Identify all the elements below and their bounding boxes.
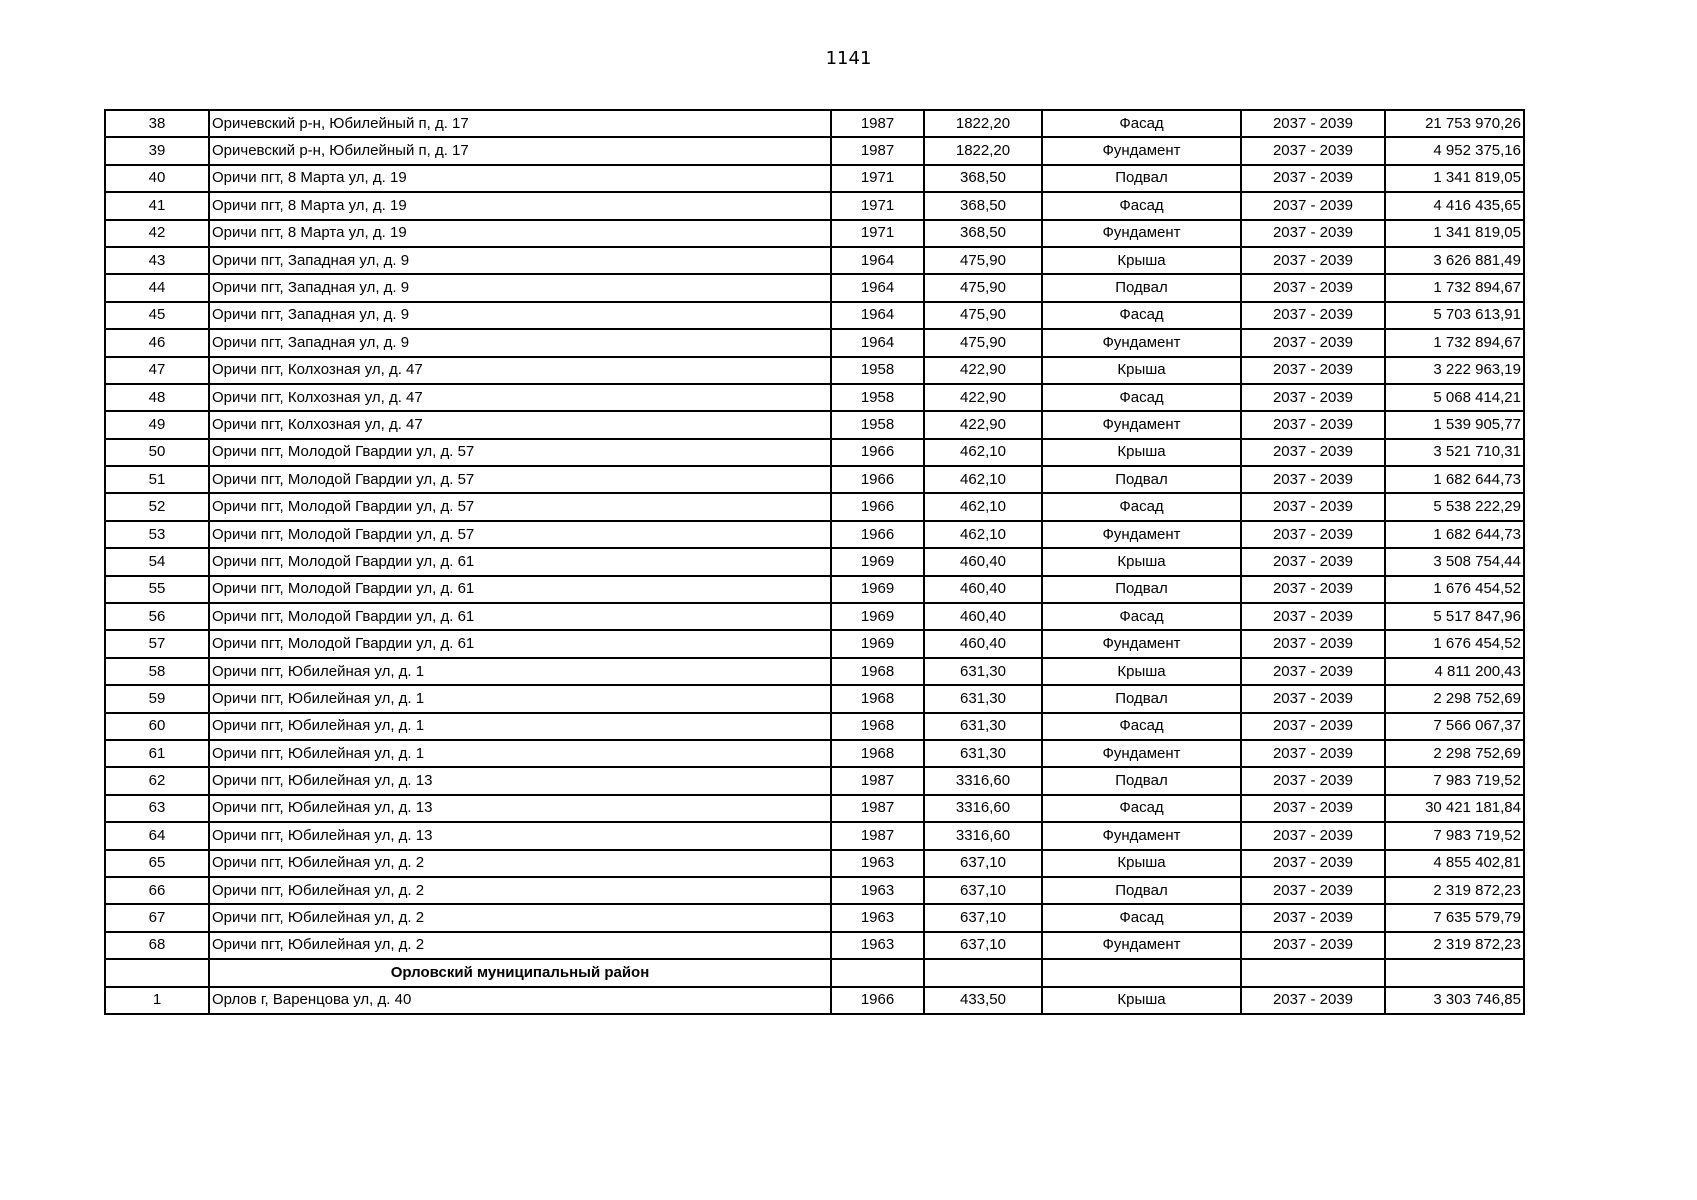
table-row	[105, 439, 1524, 466]
cost-cell: 1 539 905,77	[1385, 411, 1524, 438]
period-cell: 2037 - 2039	[1241, 439, 1385, 466]
cost-cell: 4 811 200,43	[1385, 658, 1524, 685]
table-row	[105, 411, 1524, 438]
cost-cell: 3 626 881,49	[1385, 247, 1524, 274]
cost-cell: 3 521 710,31	[1385, 439, 1524, 466]
address-cell: Оричи пгт, Колхозная ул, д. 47	[209, 411, 831, 438]
year-built-cell: 1964	[831, 274, 924, 301]
address-cell: Оричевский р-н, Юбилейный п, д. 17	[209, 110, 831, 137]
cost-cell: 1 732 894,67	[1385, 329, 1524, 356]
address-cell: Орлов г, Варенцова ул, д. 40	[209, 987, 831, 1014]
address-cell: Оричи пгт, Молодой Гвардии ул, д. 61	[209, 548, 831, 575]
work-type-cell: Крыша	[1042, 658, 1241, 685]
period-cell: 2037 - 2039	[1241, 658, 1385, 685]
address-cell: Оричи пгт, Молодой Гвардии ул, д. 57	[209, 493, 831, 520]
table-row	[105, 192, 1524, 219]
row-number-cell: 61	[105, 740, 209, 767]
area-cell: 422,90	[924, 384, 1042, 411]
row-number-cell: 1	[105, 987, 209, 1014]
year-built-cell: 1971	[831, 220, 924, 247]
address-cell: Оричи пгт, Колхозная ул, д. 47	[209, 384, 831, 411]
period-cell: 2037 - 2039	[1241, 247, 1385, 274]
row-number-cell: 63	[105, 795, 209, 822]
address-cell: Оричи пгт, Юбилейная ул, д. 1	[209, 740, 831, 767]
address-cell: Оричи пгт, Юбилейная ул, д. 13	[209, 767, 831, 794]
row-number-cell: 64	[105, 822, 209, 849]
year-built-cell: 1987	[831, 137, 924, 164]
empty-cell	[1385, 959, 1524, 986]
cost-cell: 3 508 754,44	[1385, 548, 1524, 575]
period-cell: 2037 - 2039	[1241, 795, 1385, 822]
table-row	[105, 165, 1524, 192]
area-cell: 368,50	[924, 192, 1042, 219]
section-heading: Орловский муниципальный район	[209, 959, 831, 986]
row-number-cell: 52	[105, 493, 209, 520]
period-cell: 2037 - 2039	[1241, 740, 1385, 767]
area-cell: 460,40	[924, 603, 1042, 630]
work-type-cell: Фундамент	[1042, 932, 1241, 959]
year-built-cell: 1963	[831, 932, 924, 959]
row-number-cell: 51	[105, 466, 209, 493]
table-row	[105, 630, 1524, 657]
work-type-cell: Подвал	[1042, 576, 1241, 603]
period-cell: 2037 - 2039	[1241, 576, 1385, 603]
year-built-cell: 1966	[831, 987, 924, 1014]
period-cell: 2037 - 2039	[1241, 302, 1385, 329]
year-built-cell: 1964	[831, 329, 924, 356]
year-built-cell: 1968	[831, 713, 924, 740]
area-cell: 475,90	[924, 247, 1042, 274]
work-type-cell: Фасад	[1042, 493, 1241, 520]
address-cell: Оричи пгт, Колхозная ул, д. 47	[209, 357, 831, 384]
address-cell: Оричи пгт, Юбилейная ул, д. 1	[209, 658, 831, 685]
table-row	[105, 493, 1524, 520]
table-row	[105, 247, 1524, 274]
period-cell: 2037 - 2039	[1241, 767, 1385, 794]
cost-cell: 1 676 454,52	[1385, 576, 1524, 603]
year-built-cell: 1969	[831, 548, 924, 575]
period-cell: 2037 - 2039	[1241, 932, 1385, 959]
table-row	[105, 384, 1524, 411]
period-cell: 2037 - 2039	[1241, 411, 1385, 438]
table-row	[105, 713, 1524, 740]
year-built-cell: 1966	[831, 493, 924, 520]
cost-cell: 3 303 746,85	[1385, 987, 1524, 1014]
row-number-cell: 53	[105, 521, 209, 548]
area-cell: 1822,20	[924, 110, 1042, 137]
table-row	[105, 904, 1524, 931]
table-row	[105, 466, 1524, 493]
address-cell: Оричи пгт, Юбилейная ул, д. 1	[209, 713, 831, 740]
period-cell: 2037 - 2039	[1241, 603, 1385, 630]
area-cell: 462,10	[924, 493, 1042, 520]
table-row	[105, 576, 1524, 603]
year-built-cell: 1966	[831, 521, 924, 548]
section-row	[105, 959, 1524, 986]
area-cell: 422,90	[924, 357, 1042, 384]
row-number-cell: 67	[105, 904, 209, 931]
area-cell: 637,10	[924, 932, 1042, 959]
table-row	[105, 110, 1524, 137]
year-built-cell: 1964	[831, 247, 924, 274]
empty-cell	[831, 959, 924, 986]
work-type-cell: Фундамент	[1042, 630, 1241, 657]
table-row	[105, 603, 1524, 630]
row-number-cell: 65	[105, 850, 209, 877]
year-built-cell: 1966	[831, 466, 924, 493]
year-built-cell: 1964	[831, 302, 924, 329]
cost-cell: 4 855 402,81	[1385, 850, 1524, 877]
table-row	[105, 850, 1524, 877]
year-built-cell: 1958	[831, 411, 924, 438]
empty-cell	[924, 959, 1042, 986]
address-cell: Оричи пгт, Молодой Гвардии ул, д. 61	[209, 603, 831, 630]
year-built-cell: 1958	[831, 384, 924, 411]
address-cell: Оричи пгт, Юбилейная ул, д. 2	[209, 877, 831, 904]
cost-cell: 4 416 435,65	[1385, 192, 1524, 219]
cost-cell: 1 682 644,73	[1385, 466, 1524, 493]
area-cell: 368,50	[924, 220, 1042, 247]
year-built-cell: 1958	[831, 357, 924, 384]
row-number-cell: 47	[105, 357, 209, 384]
cost-cell: 30 421 181,84	[1385, 795, 1524, 822]
period-cell: 2037 - 2039	[1241, 137, 1385, 164]
table-row	[105, 329, 1524, 356]
cost-cell: 5 703 613,91	[1385, 302, 1524, 329]
row-number-cell: 66	[105, 877, 209, 904]
work-type-cell: Крыша	[1042, 357, 1241, 384]
year-built-cell: 1969	[831, 576, 924, 603]
period-cell: 2037 - 2039	[1241, 685, 1385, 712]
work-type-cell: Подвал	[1042, 165, 1241, 192]
work-type-cell: Фасад	[1042, 384, 1241, 411]
period-cell: 2037 - 2039	[1241, 110, 1385, 137]
area-cell: 422,90	[924, 411, 1042, 438]
area-cell: 631,30	[924, 658, 1042, 685]
row-number-cell: 60	[105, 713, 209, 740]
work-type-cell: Фасад	[1042, 603, 1241, 630]
work-type-cell: Фундамент	[1042, 740, 1241, 767]
table-row	[105, 877, 1524, 904]
year-built-cell: 1968	[831, 740, 924, 767]
address-cell: Оричи пгт, Западная ул, д. 9	[209, 329, 831, 356]
cost-cell: 21 753 970,26	[1385, 110, 1524, 137]
table-row	[105, 274, 1524, 301]
period-cell: 2037 - 2039	[1241, 466, 1385, 493]
area-cell: 460,40	[924, 548, 1042, 575]
address-cell: Оричи пгт, Юбилейная ул, д. 2	[209, 932, 831, 959]
period-cell: 2037 - 2039	[1241, 384, 1385, 411]
address-cell: Оричи пгт, Молодой Гвардии ул, д. 57	[209, 466, 831, 493]
table-row	[105, 740, 1524, 767]
table-row	[105, 137, 1524, 164]
address-cell: Оричи пгт, Юбилейная ул, д. 13	[209, 822, 831, 849]
row-number-cell: 50	[105, 439, 209, 466]
table-row	[105, 822, 1524, 849]
period-cell: 2037 - 2039	[1241, 630, 1385, 657]
table-row	[105, 658, 1524, 685]
row-number-cell: 56	[105, 603, 209, 630]
cost-cell: 7 983 719,52	[1385, 767, 1524, 794]
row-number-cell: 40	[105, 165, 209, 192]
table-row	[105, 795, 1524, 822]
address-cell: Оричи пгт, Юбилейная ул, д. 1	[209, 685, 831, 712]
work-type-cell: Крыша	[1042, 247, 1241, 274]
work-type-cell: Фундамент	[1042, 220, 1241, 247]
period-cell: 2037 - 2039	[1241, 713, 1385, 740]
empty-cell	[1241, 959, 1385, 986]
work-type-cell: Фасад	[1042, 302, 1241, 329]
year-built-cell: 1963	[831, 850, 924, 877]
period-cell: 2037 - 2039	[1241, 877, 1385, 904]
empty-cell	[105, 959, 209, 986]
cost-cell: 1 682 644,73	[1385, 521, 1524, 548]
row-number-cell: 62	[105, 767, 209, 794]
address-cell: Оричевский р-н, Юбилейный п, д. 17	[209, 137, 831, 164]
work-type-cell: Подвал	[1042, 685, 1241, 712]
area-cell: 460,40	[924, 576, 1042, 603]
work-type-cell: Подвал	[1042, 767, 1241, 794]
work-type-cell: Фасад	[1042, 192, 1241, 219]
work-type-cell: Крыша	[1042, 439, 1241, 466]
period-cell: 2037 - 2039	[1241, 274, 1385, 301]
address-cell: Оричи пгт, Молодой Гвардии ул, д. 57	[209, 521, 831, 548]
year-built-cell: 1968	[831, 685, 924, 712]
area-cell: 637,10	[924, 850, 1042, 877]
address-cell: Оричи пгт, Юбилейная ул, д. 2	[209, 850, 831, 877]
table-row	[105, 932, 1524, 959]
repair-schedule-table	[104, 109, 1525, 1015]
address-cell: Оричи пгт, Юбилейная ул, д. 13	[209, 795, 831, 822]
work-type-cell: Крыша	[1042, 548, 1241, 575]
page-number: 1141	[825, 48, 872, 69]
period-cell: 2037 - 2039	[1241, 329, 1385, 356]
row-number-cell: 46	[105, 329, 209, 356]
address-cell: Оричи пгт, 8 Марта ул, д. 19	[209, 192, 831, 219]
work-type-cell: Крыша	[1042, 850, 1241, 877]
work-type-cell: Фасад	[1042, 795, 1241, 822]
period-cell: 2037 - 2039	[1241, 357, 1385, 384]
year-built-cell: 1987	[831, 767, 924, 794]
year-built-cell: 1987	[831, 822, 924, 849]
work-type-cell: Фасад	[1042, 904, 1241, 931]
area-cell: 368,50	[924, 165, 1042, 192]
row-number-cell: 55	[105, 576, 209, 603]
address-cell: Оричи пгт, Молодой Гвардии ул, д. 61	[209, 576, 831, 603]
area-cell: 3316,60	[924, 795, 1042, 822]
cost-cell: 7 635 579,79	[1385, 904, 1524, 931]
year-built-cell: 1968	[831, 658, 924, 685]
period-cell: 2037 - 2039	[1241, 220, 1385, 247]
area-cell: 3316,60	[924, 767, 1042, 794]
row-number-cell: 42	[105, 220, 209, 247]
row-number-cell: 54	[105, 548, 209, 575]
cost-cell: 5 517 847,96	[1385, 603, 1524, 630]
row-number-cell: 39	[105, 137, 209, 164]
work-type-cell: Фундамент	[1042, 411, 1241, 438]
area-cell: 475,90	[924, 329, 1042, 356]
work-type-cell: Фундамент	[1042, 521, 1241, 548]
address-cell: Оричи пгт, Западная ул, д. 9	[209, 302, 831, 329]
address-cell: Оричи пгт, 8 Марта ул, д. 19	[209, 220, 831, 247]
row-number-cell: 44	[105, 274, 209, 301]
table-row	[105, 767, 1524, 794]
row-number-cell: 41	[105, 192, 209, 219]
year-built-cell: 1969	[831, 630, 924, 657]
work-type-cell: Фундамент	[1042, 137, 1241, 164]
address-cell: Оричи пгт, Юбилейная ул, д. 2	[209, 904, 831, 931]
row-number-cell: 38	[105, 110, 209, 137]
area-cell: 433,50	[924, 987, 1042, 1014]
period-cell: 2037 - 2039	[1241, 822, 1385, 849]
work-type-cell: Фундамент	[1042, 822, 1241, 849]
row-number-cell: 45	[105, 302, 209, 329]
area-cell: 637,10	[924, 877, 1042, 904]
year-built-cell: 1963	[831, 904, 924, 931]
work-type-cell: Подвал	[1042, 466, 1241, 493]
area-cell: 3316,60	[924, 822, 1042, 849]
cost-cell: 2 319 872,23	[1385, 932, 1524, 959]
cost-cell: 2 319 872,23	[1385, 877, 1524, 904]
work-type-cell: Фундамент	[1042, 329, 1241, 356]
year-built-cell: 1966	[831, 439, 924, 466]
empty-cell	[1042, 959, 1241, 986]
work-type-cell: Подвал	[1042, 274, 1241, 301]
period-cell: 2037 - 2039	[1241, 850, 1385, 877]
area-cell: 637,10	[924, 904, 1042, 931]
year-built-cell: 1987	[831, 795, 924, 822]
period-cell: 2037 - 2039	[1241, 521, 1385, 548]
area-cell: 631,30	[924, 740, 1042, 767]
period-cell: 2037 - 2039	[1241, 493, 1385, 520]
cost-cell: 5 068 414,21	[1385, 384, 1524, 411]
area-cell: 462,10	[924, 521, 1042, 548]
cost-cell: 7 983 719,52	[1385, 822, 1524, 849]
row-number-cell: 43	[105, 247, 209, 274]
row-number-cell: 48	[105, 384, 209, 411]
cost-cell: 2 298 752,69	[1385, 740, 1524, 767]
row-number-cell: 58	[105, 658, 209, 685]
row-number-cell: 57	[105, 630, 209, 657]
year-built-cell: 1971	[831, 192, 924, 219]
address-cell: Оричи пгт, 8 Марта ул, д. 19	[209, 165, 831, 192]
period-cell: 2037 - 2039	[1241, 548, 1385, 575]
area-cell: 1822,20	[924, 137, 1042, 164]
cost-cell: 5 538 222,29	[1385, 493, 1524, 520]
cost-cell: 1 732 894,67	[1385, 274, 1524, 301]
cost-cell: 2 298 752,69	[1385, 685, 1524, 712]
year-built-cell: 1969	[831, 603, 924, 630]
work-type-cell: Фасад	[1042, 713, 1241, 740]
cost-cell: 1 341 819,05	[1385, 220, 1524, 247]
work-type-cell: Крыша	[1042, 987, 1241, 1014]
address-cell: Оричи пгт, Молодой Гвардии ул, д. 57	[209, 439, 831, 466]
work-type-cell: Подвал	[1042, 877, 1241, 904]
table-row	[105, 987, 1524, 1014]
period-cell: 2037 - 2039	[1241, 987, 1385, 1014]
cost-cell: 7 566 067,37	[1385, 713, 1524, 740]
cost-cell: 1 341 819,05	[1385, 165, 1524, 192]
row-number-cell: 59	[105, 685, 209, 712]
table-row	[105, 302, 1524, 329]
year-built-cell: 1963	[831, 877, 924, 904]
address-cell: Оричи пгт, Западная ул, д. 9	[209, 247, 831, 274]
table-row	[105, 357, 1524, 384]
period-cell: 2037 - 2039	[1241, 904, 1385, 931]
table-row	[105, 521, 1524, 548]
area-cell: 631,30	[924, 713, 1042, 740]
area-cell: 631,30	[924, 685, 1042, 712]
area-cell: 462,10	[924, 466, 1042, 493]
year-built-cell: 1987	[831, 110, 924, 137]
address-cell: Оричи пгт, Молодой Гвардии ул, д. 61	[209, 630, 831, 657]
table-row	[105, 548, 1524, 575]
area-cell: 462,10	[924, 439, 1042, 466]
period-cell: 2037 - 2039	[1241, 165, 1385, 192]
row-number-cell: 49	[105, 411, 209, 438]
cost-cell: 1 676 454,52	[1385, 630, 1524, 657]
table-row	[105, 220, 1524, 247]
area-cell: 460,40	[924, 630, 1042, 657]
cost-cell: 4 952 375,16	[1385, 137, 1524, 164]
cost-cell: 3 222 963,19	[1385, 357, 1524, 384]
table-body	[105, 110, 1524, 1014]
area-cell: 475,90	[924, 274, 1042, 301]
row-number-cell: 68	[105, 932, 209, 959]
area-cell: 475,90	[924, 302, 1042, 329]
year-built-cell: 1971	[831, 165, 924, 192]
work-type-cell: Фасад	[1042, 110, 1241, 137]
address-cell: Оричи пгт, Западная ул, д. 9	[209, 274, 831, 301]
table-row	[105, 685, 1524, 712]
period-cell: 2037 - 2039	[1241, 192, 1385, 219]
